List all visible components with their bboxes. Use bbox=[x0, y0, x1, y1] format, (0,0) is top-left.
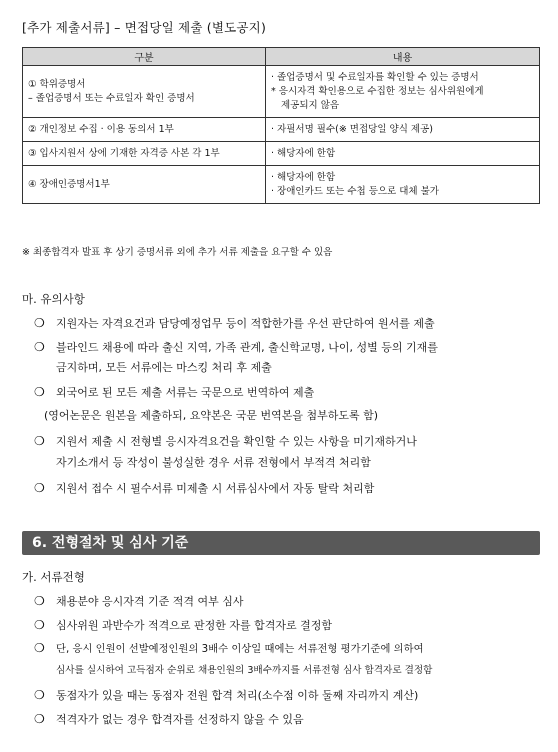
circle-bullet-icon: ❍ bbox=[34, 385, 45, 399]
table-cell-category bbox=[23, 142, 266, 166]
additional-documents-heading: [추가 제출서류] – 면접당일 제출 (별도공지) bbox=[22, 20, 267, 35]
circle-bullet-icon: ❍ bbox=[34, 688, 45, 702]
table-footnote: ※ 최종합격자 발표 후 상기 증명서류 외에 추가 서류 제출을 요구할 수 있음 bbox=[22, 247, 333, 258]
column-header-content: 내용 bbox=[266, 48, 540, 66]
table-cell-content bbox=[266, 142, 540, 166]
list-item-text: 외국어로 된 모든 제출 서류는 국문으로 번역하여 제출 bbox=[56, 386, 315, 399]
cell-line: · 졸업증명서 및 수료일자를 확인할 수 있는 증명서 bbox=[271, 71, 479, 83]
table-row bbox=[23, 166, 540, 204]
list-item-continuation: 금지하며, 모든 서류에는 마스킹 처리 후 제출 bbox=[56, 361, 272, 374]
list-item bbox=[34, 614, 332, 637]
table-row bbox=[23, 142, 540, 166]
circle-bullet-icon: ❍ bbox=[34, 618, 45, 632]
cell-line: ③ 입사지원서 상에 기재한 자격증 사본 각 1부 bbox=[28, 147, 220, 159]
table-cell-content bbox=[266, 66, 540, 118]
cell-line: ① 학위증명서 bbox=[28, 78, 86, 90]
list-item bbox=[34, 312, 435, 335]
list-item bbox=[34, 590, 244, 613]
document-screening-title: 가. 서류전형 bbox=[22, 570, 85, 584]
list-item-text: 심사위원 과반수가 적격으로 판정한 자를 합격자로 결정함 bbox=[56, 619, 333, 632]
list-item bbox=[34, 381, 314, 404]
cell-line: 제공되지 않음 bbox=[281, 99, 340, 111]
list-item-continuation: 자기소개서 등 작성이 불성실한 경우 서류 전형에서 부적격 처리함 bbox=[56, 456, 371, 469]
list-item-text: 채용분야 응시자격 기준 적격 여부 심사 bbox=[56, 595, 244, 608]
column-header-category: 구분 bbox=[23, 48, 266, 66]
cell-line: · 해당자에 한함 bbox=[271, 171, 336, 183]
circle-bullet-icon: ❍ bbox=[34, 340, 45, 354]
circle-bullet-icon: ❍ bbox=[34, 641, 45, 655]
list-item-text: 지원자는 자격요건과 담당예정업무 등이 적합한가를 우선 판단하여 원서를 제출 bbox=[56, 317, 435, 330]
list-item-continuation: 심사를 실시하여 고득점자 순위로 채용인원의 3배수까지를 서류전형 심사 합격자로 결정함 bbox=[56, 665, 433, 676]
cell-line: · 해당자에 한함 bbox=[271, 147, 336, 159]
documents-table bbox=[22, 47, 540, 204]
list-item bbox=[34, 477, 374, 500]
circle-bullet-icon: ❍ bbox=[34, 434, 45, 448]
table-row bbox=[23, 118, 540, 142]
table-cell-category bbox=[23, 118, 266, 142]
cell-line: ④ 장애인증명서1부 bbox=[28, 178, 110, 190]
cell-line: – 졸업증명서 또는 수료일자 확인 증명서 bbox=[28, 92, 195, 104]
list-item-text: 단, 응시 인원이 선발예정인원의 3배수 이상일 때에는 서류전형 평가기준에 의하여 bbox=[56, 643, 424, 655]
cell-line: * 응시자격 확인용으로 수집한 정보는 심사위원에게 bbox=[271, 85, 484, 97]
cell-line: · 자필서명 필수(※ 면접당일 양식 제공) bbox=[271, 123, 433, 135]
table-header-row bbox=[23, 48, 540, 66]
list-item-text: 블라인드 채용에 따라 출신 지역, 가족 관계, 출신학교명, 나이, 성별 등의 기재를 bbox=[56, 341, 438, 354]
table-cell-category bbox=[23, 166, 266, 204]
list-item-text: 지원서 접수 시 필수서류 미제출 시 서류심사에서 자동 탈락 처리함 bbox=[56, 482, 375, 495]
list-item-text: 지원서 제출 시 전형별 응시자격요건을 확인할 수 있는 사항을 미기재하거나 bbox=[56, 435, 417, 448]
cell-line: · 장애인카드 또는 수첩 등으로 대체 불가 bbox=[271, 185, 439, 197]
list-item bbox=[34, 637, 424, 660]
table-row bbox=[23, 66, 540, 118]
table-cell-category bbox=[23, 66, 266, 118]
section-6-banner: 6. 전형절차 및 심사 기준 bbox=[22, 531, 540, 555]
section-notes-title: 마. 유의사항 bbox=[22, 292, 85, 306]
cell-line: ② 개인정보 수집 · 이용 동의서 1부 bbox=[28, 123, 174, 135]
list-item bbox=[34, 430, 417, 453]
circle-bullet-icon: ❍ bbox=[34, 481, 45, 495]
list-item-text: 동점자가 있을 때는 동점자 전원 합격 처리(소수점 이하 둘째 자리까지 계산) bbox=[56, 689, 419, 702]
list-item bbox=[34, 336, 438, 359]
table-cell-content bbox=[266, 166, 540, 204]
circle-bullet-icon: ❍ bbox=[34, 712, 45, 726]
circle-bullet-icon: ❍ bbox=[34, 316, 45, 330]
list-item-text: 적격자가 없는 경우 합격자를 선정하지 않을 수 있음 bbox=[56, 713, 304, 726]
translation-note: (영어논문은 원본을 제출하되, 요약본은 국문 번역본을 첨부하도록 함) bbox=[44, 409, 379, 422]
list-item bbox=[34, 684, 418, 707]
table-cell-content bbox=[266, 118, 540, 142]
list-item bbox=[34, 708, 304, 731]
circle-bullet-icon: ❍ bbox=[34, 594, 45, 608]
